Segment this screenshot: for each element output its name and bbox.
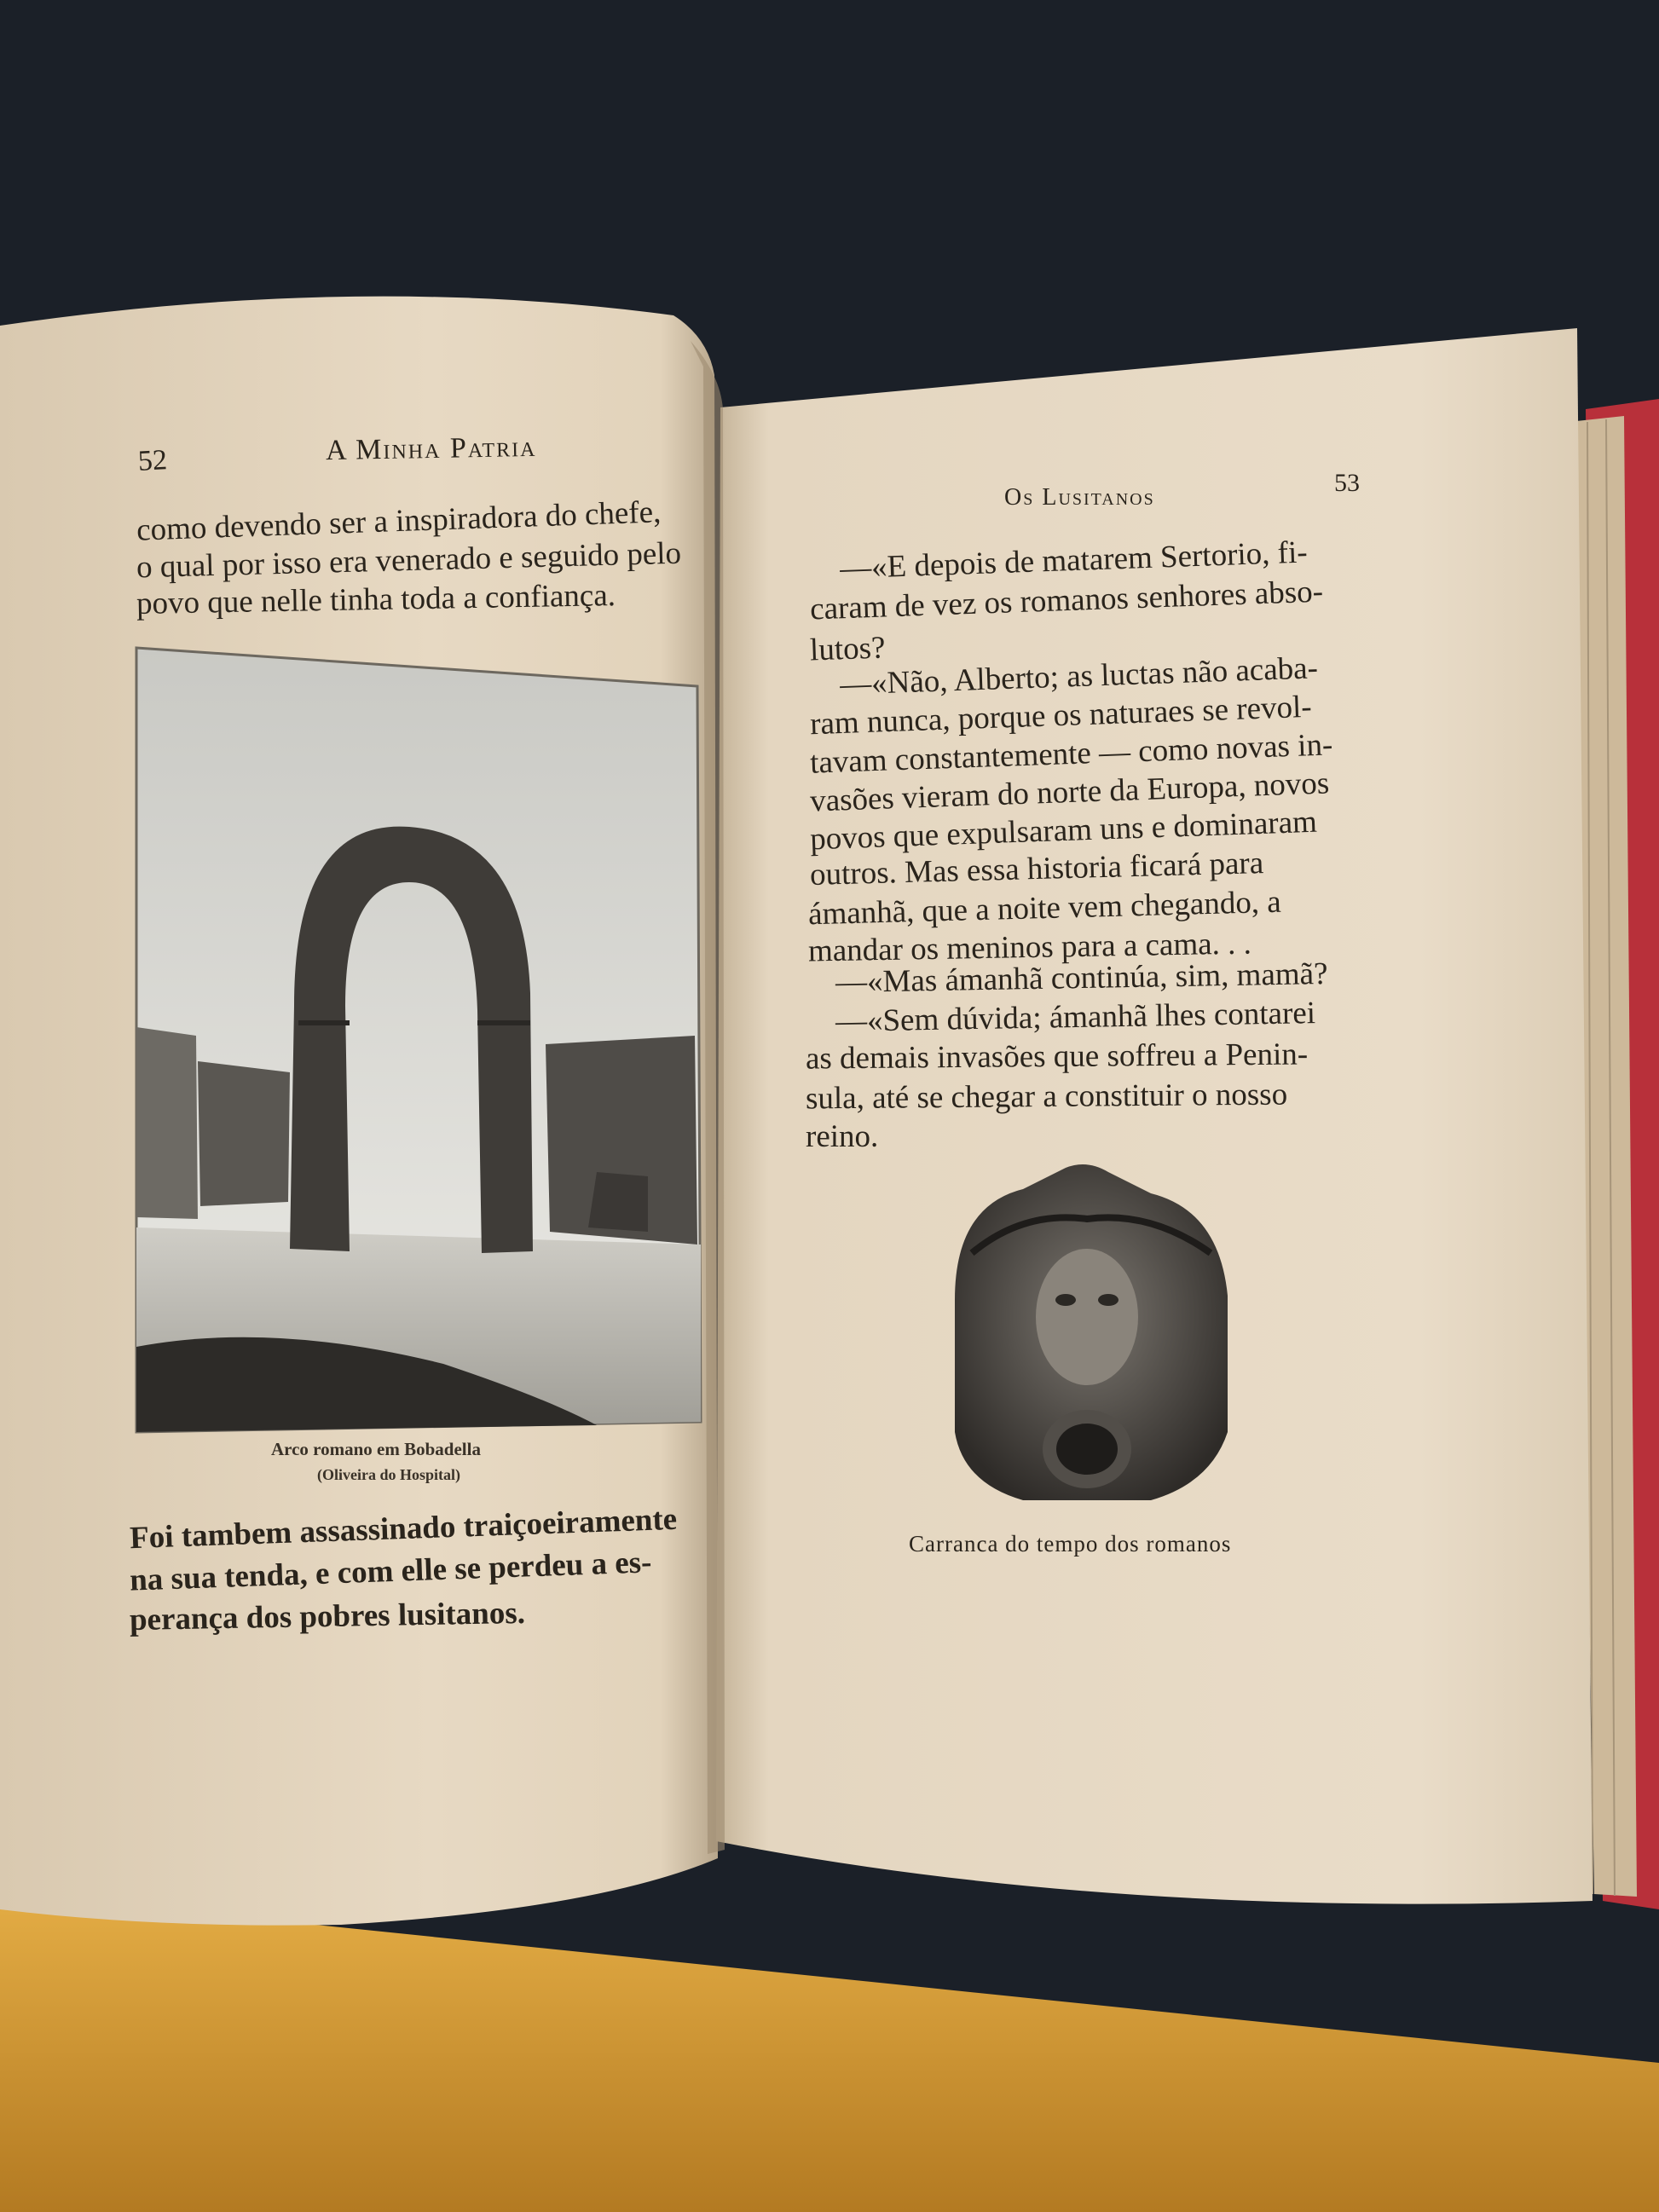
right-line-11: mandar os meninos para a cama. . . [807, 926, 1252, 969]
right-line-10: ámanhã, que a noite vem chegando, a [807, 884, 1282, 933]
left-page-number: 52 [137, 444, 168, 477]
left-top-line-3: povo que nelle tinha toda a confiança. [136, 578, 616, 621]
right-line-14: as demais invasões que soffreu a Penin- [805, 1037, 1309, 1077]
right-line-9: outros. Mas essa historia ficará para [809, 846, 1264, 892]
right-line-8: povos que expulsaram uns e dominaram [809, 804, 1318, 858]
left-top-line-2: o qual por isso era venerado e seguido pelo [136, 535, 682, 586]
left-bottom-line-3: perança dos pobres lusitanos. [129, 1595, 526, 1638]
right-line-3: lutos? [809, 630, 887, 668]
right-page-number: 53 [1334, 469, 1360, 497]
right-line-12: —«Mas ámanhã continúa, sim, mamã? [835, 956, 1328, 1001]
left-top-line-1: como devendo ser a inspiradora do chefe, [136, 494, 662, 548]
arch-subcaption: (Oliveira do Hospital) [317, 1466, 460, 1483]
arch-caption: Arco romano em Bobadella [271, 1439, 481, 1459]
right-line-5: ram nunca, porque os naturaes se revol- [809, 689, 1313, 742]
right-line-13: —«Sem dúvida; ámanhã lhes contarei [835, 996, 1316, 1039]
left-bottom-line-1: Foi tambem assassinado traiçoeiramente [129, 1501, 678, 1556]
right-line-2: caram de vez os romanos senhores abso- [809, 574, 1324, 627]
left-bottom-line-2: na sua tenda, e com elle se perdeu a es- [129, 1545, 653, 1598]
carranca-caption: Carranca do tempo dos romanos [909, 1531, 1232, 1556]
right-line-6: tavam constantemente — como novas in- [809, 727, 1333, 781]
right-line-16: reino. [806, 1119, 879, 1154]
right-line-15: sula, até se chegar a constituir o nosso [805, 1077, 1288, 1117]
right-running-head: Os Lusitanos [1004, 484, 1155, 511]
right-line-1: —«E depois de matarem Sertorio, fi- [839, 534, 1309, 586]
left-running-head: A Minha Patria [325, 430, 537, 467]
right-line-7: vasões vieram do norte da Europa, novos [809, 765, 1330, 819]
right-line-4: —«Não, Alberto; as luctas não acaba- [839, 650, 1319, 702]
